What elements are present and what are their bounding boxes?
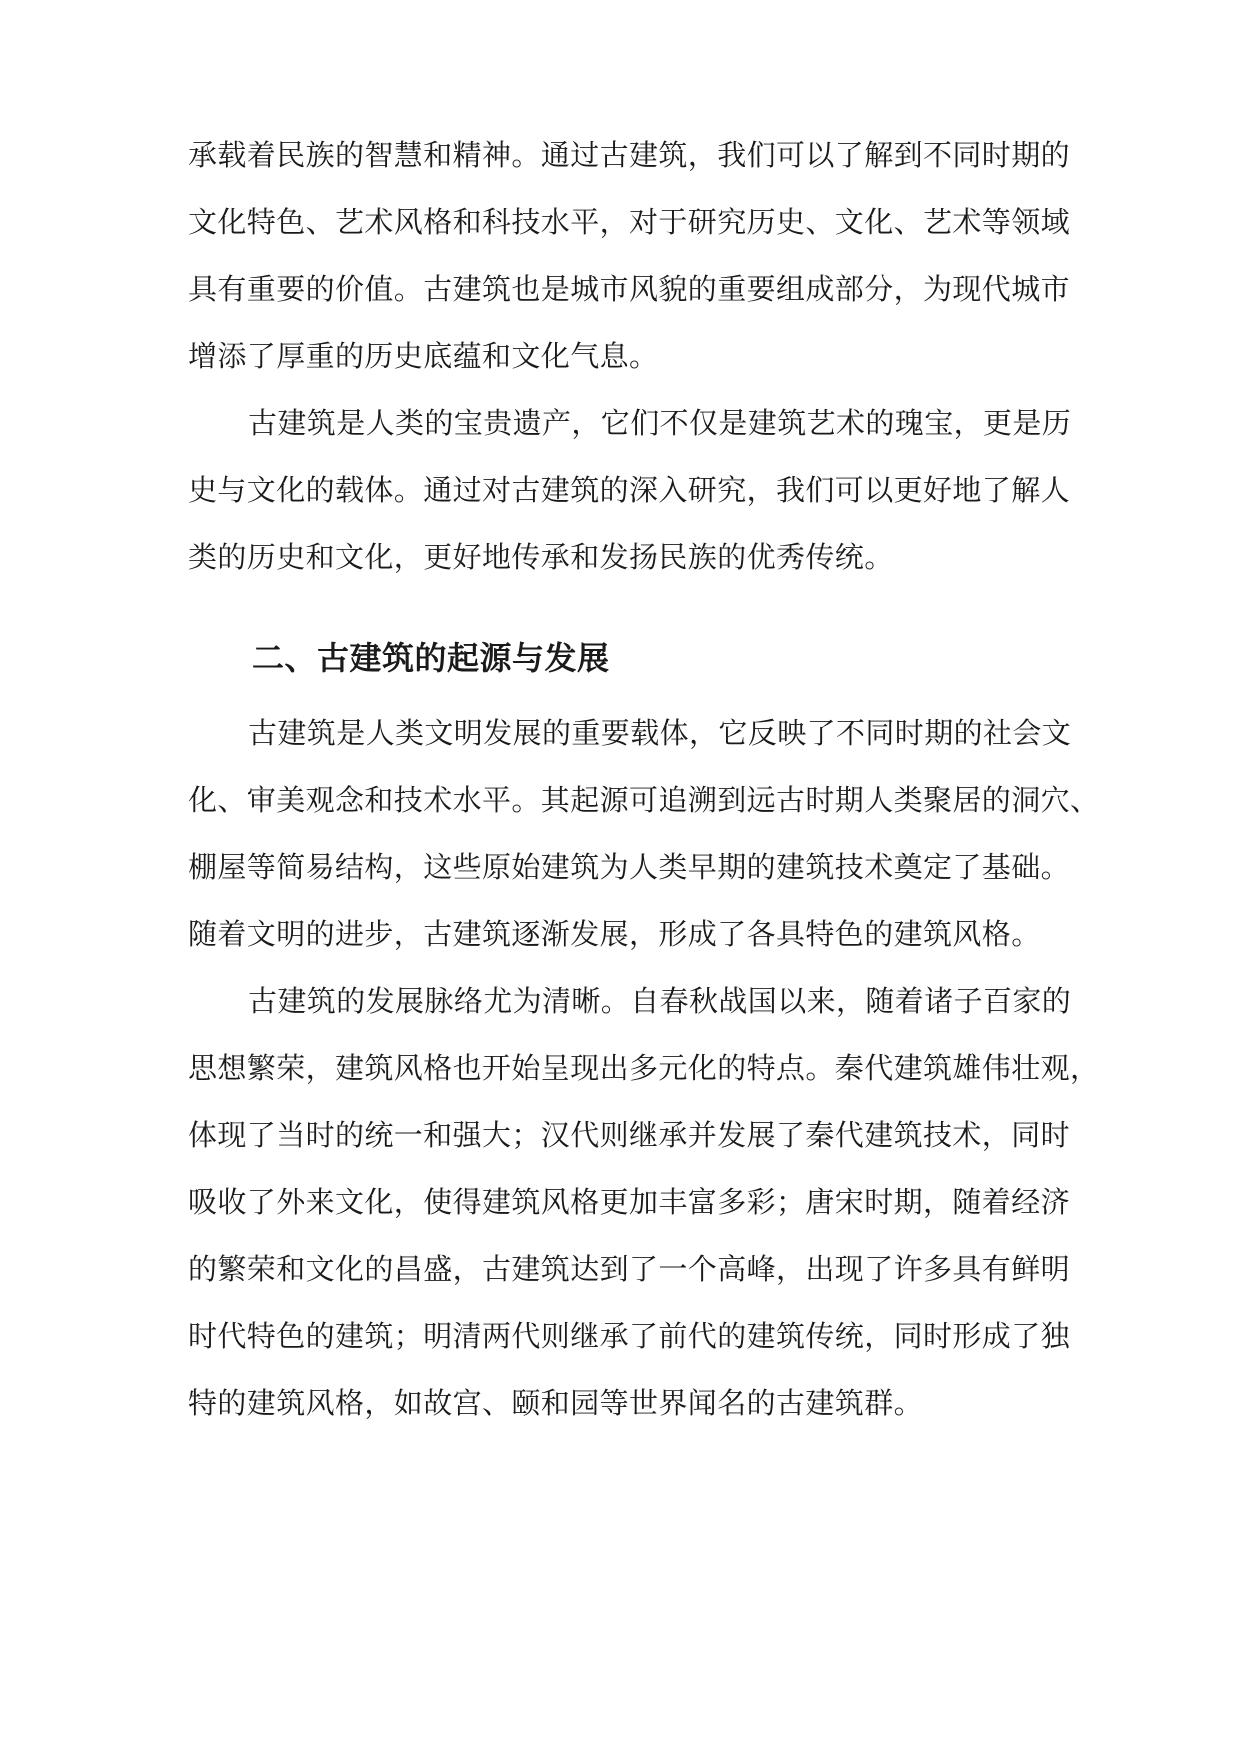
paragraph-3-line-2: 化、审美观念和技术水平。其起源可追溯到远古时期人类聚居的洞穴、 — [188, 783, 1100, 817]
paragraph-4-line-6: 时代特色的建筑；明清两代则继承了前代的建筑传统，同时形成了独 — [188, 1319, 1071, 1353]
paragraph-2-line-1: 古建筑是人类的宝贵遗产，它们不仅是建筑艺术的瑰宝，更是历 — [248, 406, 1072, 440]
paragraph-1-line-1: 承载着民族的智慧和精神。通过古建筑，我们可以了解到不同时期的 — [188, 138, 1071, 172]
paragraph-1-line-2: 文化特色、艺术风格和科技水平，对于研究历史、文化、艺术等领域 — [188, 205, 1071, 239]
paragraph-4-line-2: 思想繁荣，建筑风格也开始呈现出多元化的特点。秦代建筑雄伟壮观， — [188, 1051, 1100, 1085]
section-heading: 二、古建筑的起源与发展 — [252, 639, 610, 677]
paragraph-3-line-1: 古建筑是人类文明发展的重要载体，它反映了不同时期的社会文 — [248, 716, 1072, 750]
paragraph-4-line-1: 古建筑的发展脉络尤为清晰。自春秋战国以来，随着诸子百家的 — [248, 984, 1072, 1018]
paragraph-2-line-2: 史与文化的载体。通过对古建筑的深入研究，我们可以更好地了解人 — [188, 473, 1071, 507]
paragraph-2-line-3: 类的历史和文化，更好地传承和发扬民族的优秀传统。 — [188, 540, 894, 574]
paragraph-3-line-3: 棚屋等简易结构，这些原始建筑为人类早期的建筑技术奠定了基础。 — [188, 850, 1071, 884]
paragraph-4-line-5: 的繁荣和文化的昌盛，古建筑达到了一个高峰，出现了许多具有鲜明 — [188, 1252, 1071, 1286]
paragraph-4-line-3: 体现了当时的统一和强大；汉代则继承并发展了秦代建筑技术，同时 — [188, 1118, 1071, 1152]
paragraph-3-line-4: 随着文明的进步，古建筑逐渐发展，形成了各具特色的建筑风格。 — [188, 917, 1041, 951]
paragraph-4-line-7: 特的建筑风格，如故宫、颐和园等世界闻名的古建筑群。 — [188, 1386, 924, 1420]
paragraph-1-line-4: 增添了厚重的历史底蕴和文化气息。 — [188, 339, 659, 373]
paragraph-4-line-4: 吸收了外来文化，使得建筑风格更加丰富多彩；唐宋时期，随着经济 — [188, 1185, 1071, 1219]
paragraph-1-line-3: 具有重要的价值。古建筑也是城市风貌的重要组成部分，为现代城市 — [188, 272, 1071, 306]
